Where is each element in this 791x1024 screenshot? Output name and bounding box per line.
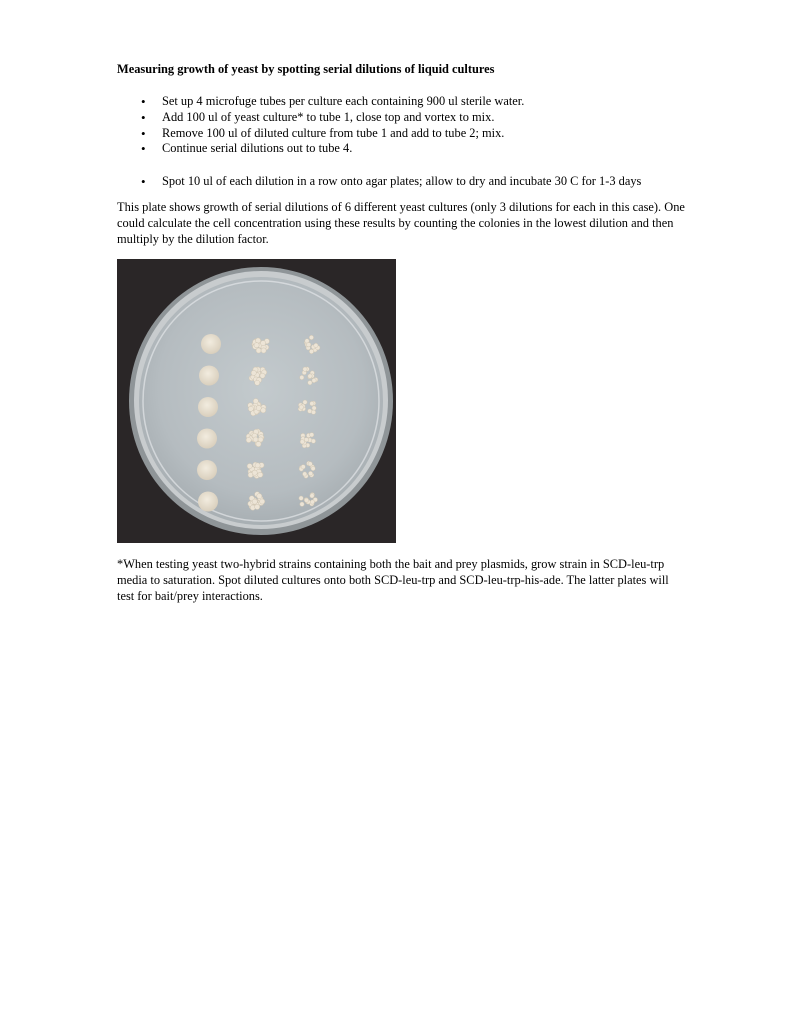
procedure-step: • Add 100 ul of yeast culture* to tube 1, close top and vortex to mix. [117,110,641,126]
procedure-step: • Continue serial dilutions out to tube 4. [117,141,641,157]
yeast-spot [198,492,218,512]
procedure-step: • Remove 100 ul of diluted culture from tube 1 and add to tube 2; mix. [117,126,641,142]
procedure-step: • Spot 10 ul of each dilution in a row onto agar plates; allow to dry and incubate 30 C for 1-3 days [117,174,641,190]
document-title: Measuring growth of yeast by spotting serial dilutions of liquid cultures [117,62,495,76]
yeast-spot [198,397,218,417]
yeast-spot [197,460,217,480]
plate-description-paragraph: This plate shows growth of serial dilutions of 6 different yeast cultures (only 3 dilutions for each in this case). One could calculate the cell concentration using these results by counting the colonies in the lowest dilution and then multiply by the dilution factor. [117,200,685,246]
two-hybrid-note-paragraph: *When testing yeast two-hybrid strains containing both the bait and prey plasmids, grow strain in SCD-leu-trp media to saturation. Spot diluted cultures onto both SCD-leu-trp and SCD-leu-trp-his-ade. The latter plates will test for bait/prey interactions. [117,557,669,603]
yeast-spot [197,429,217,449]
petri-plate-image [117,259,396,543]
petri-plate-photo [117,259,396,543]
procedure-step: • Set up 4 microfuge tubes per culture each containing 900 ul sterile water. [117,94,641,110]
procedure-list [117,94,641,190]
yeast-spot [199,366,219,386]
yeast-spot [201,334,221,354]
